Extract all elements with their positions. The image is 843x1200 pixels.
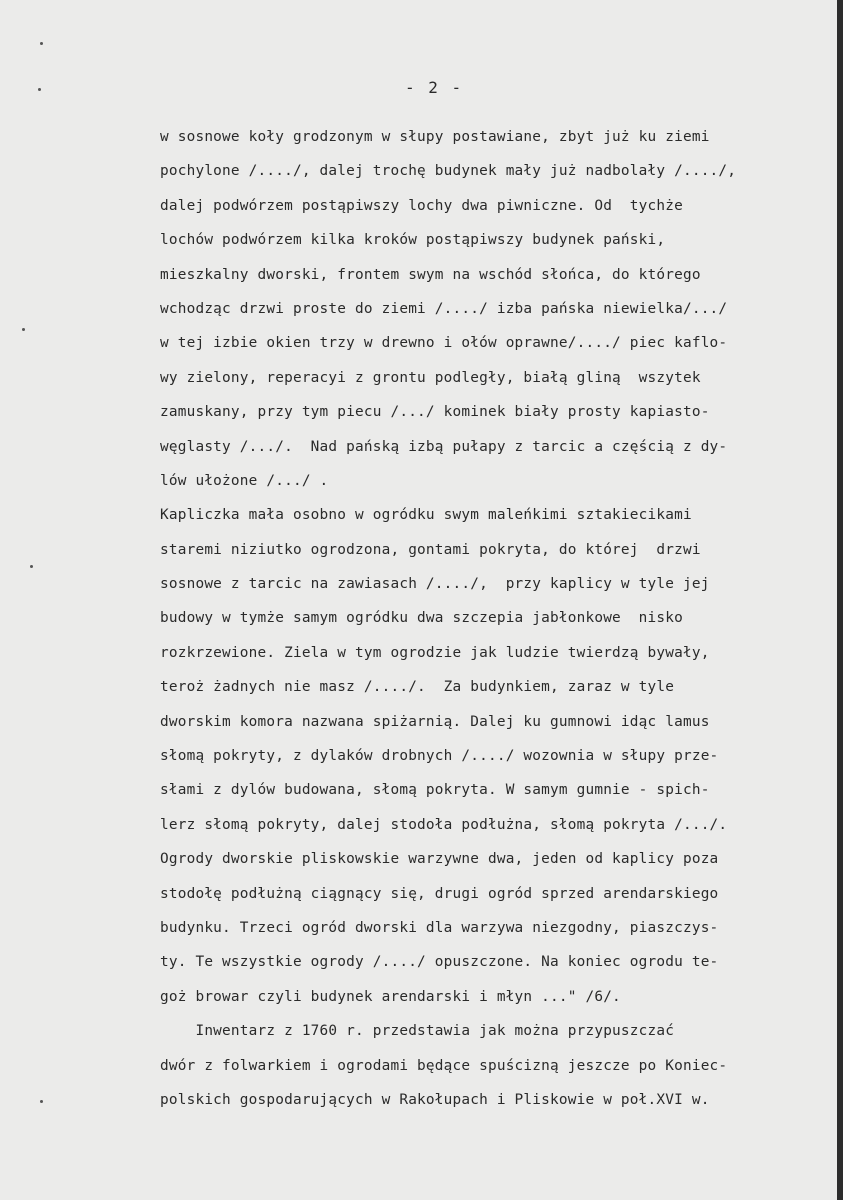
text-line: w sosnowe koły grodzonym w słupy postawiane, zbyt już ku ziemi [160, 129, 710, 145]
text-line: lochów podwórzem kilka kroków postąpiwszy budynek pański, [160, 232, 666, 249]
text-line: wchodząc drzwi proste do ziemi /..../ izba pańska niewielka/.../ [160, 300, 728, 317]
text-line: Inwentarz z 1760 r. przedstawia jak można przypuszczać [160, 1023, 675, 1040]
text-line: budynku. Trzeci ogród dworski dla warzywa niezgodny, piaszczys- [160, 919, 719, 936]
text-line: lów ułożone /.../ . [160, 472, 329, 489]
text-line: wy zielony, reperacyi z grontu podległy, białą gliną wszytek [160, 369, 701, 386]
text-line: ty. Te wszystkie ogrody /..../ opuszczone. Na koniec ogrodu te- [160, 954, 719, 971]
scan-speck [40, 42, 43, 45]
scan-speck [22, 328, 25, 331]
text-line: słomą pokryty, z dylaków drobnych /..../ wozownia w słupy prze- [160, 748, 719, 765]
text-line: w tej izbie okien trzy w drewno i ołów oprawne/..../ piec kaflo- [160, 335, 728, 352]
text-line: Ogrody dworskie pliskowskie warzywne dwa, jeden od kaplicy poza [160, 851, 719, 868]
text-line: staremi niziutko ogrodzona, gontami pokryta, do której drzwi [160, 541, 701, 558]
text-line: słami z dylów budowana, słomą pokryta. W samym gumnie - spich- [160, 782, 710, 799]
text-line: lerz słomą pokryty, dalej stodoła podłużna, słomą pokryta /.../. [160, 816, 728, 833]
text-line: sosnowe z tarcic na zawiasach /..../, przy kaplicy w tyle jej [160, 576, 710, 593]
text-line: pochylone /..../, dalej trochę budynek mały już nadbolały /..../, [160, 163, 737, 180]
body-text [160, 120, 840, 1117]
text-line: stodołę podłużną ciągnący się, drugi ogród sprzed arendarskiego [160, 885, 719, 902]
text-line: dalej podwórzem postąpiwszy lochy dwa piwniczne. Od tychże [160, 197, 683, 214]
scan-speck [30, 565, 33, 568]
text-line: dwór z folwarkiem i ogrodami będące spuścizną jeszcze po Koniec- [160, 1057, 728, 1074]
text-line: Kapliczka mała osobno w ogródku swym maleńkimi sztakiecikami [160, 507, 692, 524]
page-number: - 2 - [405, 78, 464, 97]
text-line: węglasty /.../. Nad pańską izbą pułapy z tarcic a częścią z dy- [160, 438, 728, 455]
text-line: rozkrzewione. Ziela w tym ogrodzie jak ludzie twierdzą bywały, [160, 644, 710, 661]
text-line: mieszkalny dworski, frontem swym na wschód słońca, do którego [160, 266, 701, 283]
text-line: goż browar czyli budynek arendarski i młyn ..." /6/. [160, 988, 621, 1005]
text-line: teroż żadnych nie masz /..../. Za budynkiem, zaraz w tyle [160, 679, 675, 696]
text-line: dworskim komora nazwana spiżarnią. Dalej ku gumnowi idąc lamus [160, 713, 710, 730]
text-line: budowy w tymże samym ogródku dwa szczepia jabłonkowe nisko [160, 610, 683, 627]
scan-speck [40, 1100, 43, 1103]
text-line: zamuskany, przy tym piecu /.../ kominek biały prosty kapiasto- [160, 404, 710, 421]
text-line: polskich gospodarujących w Rakołupach i Pliskowie w poł.XVI w. [160, 1091, 710, 1108]
scan-speck [38, 88, 41, 91]
